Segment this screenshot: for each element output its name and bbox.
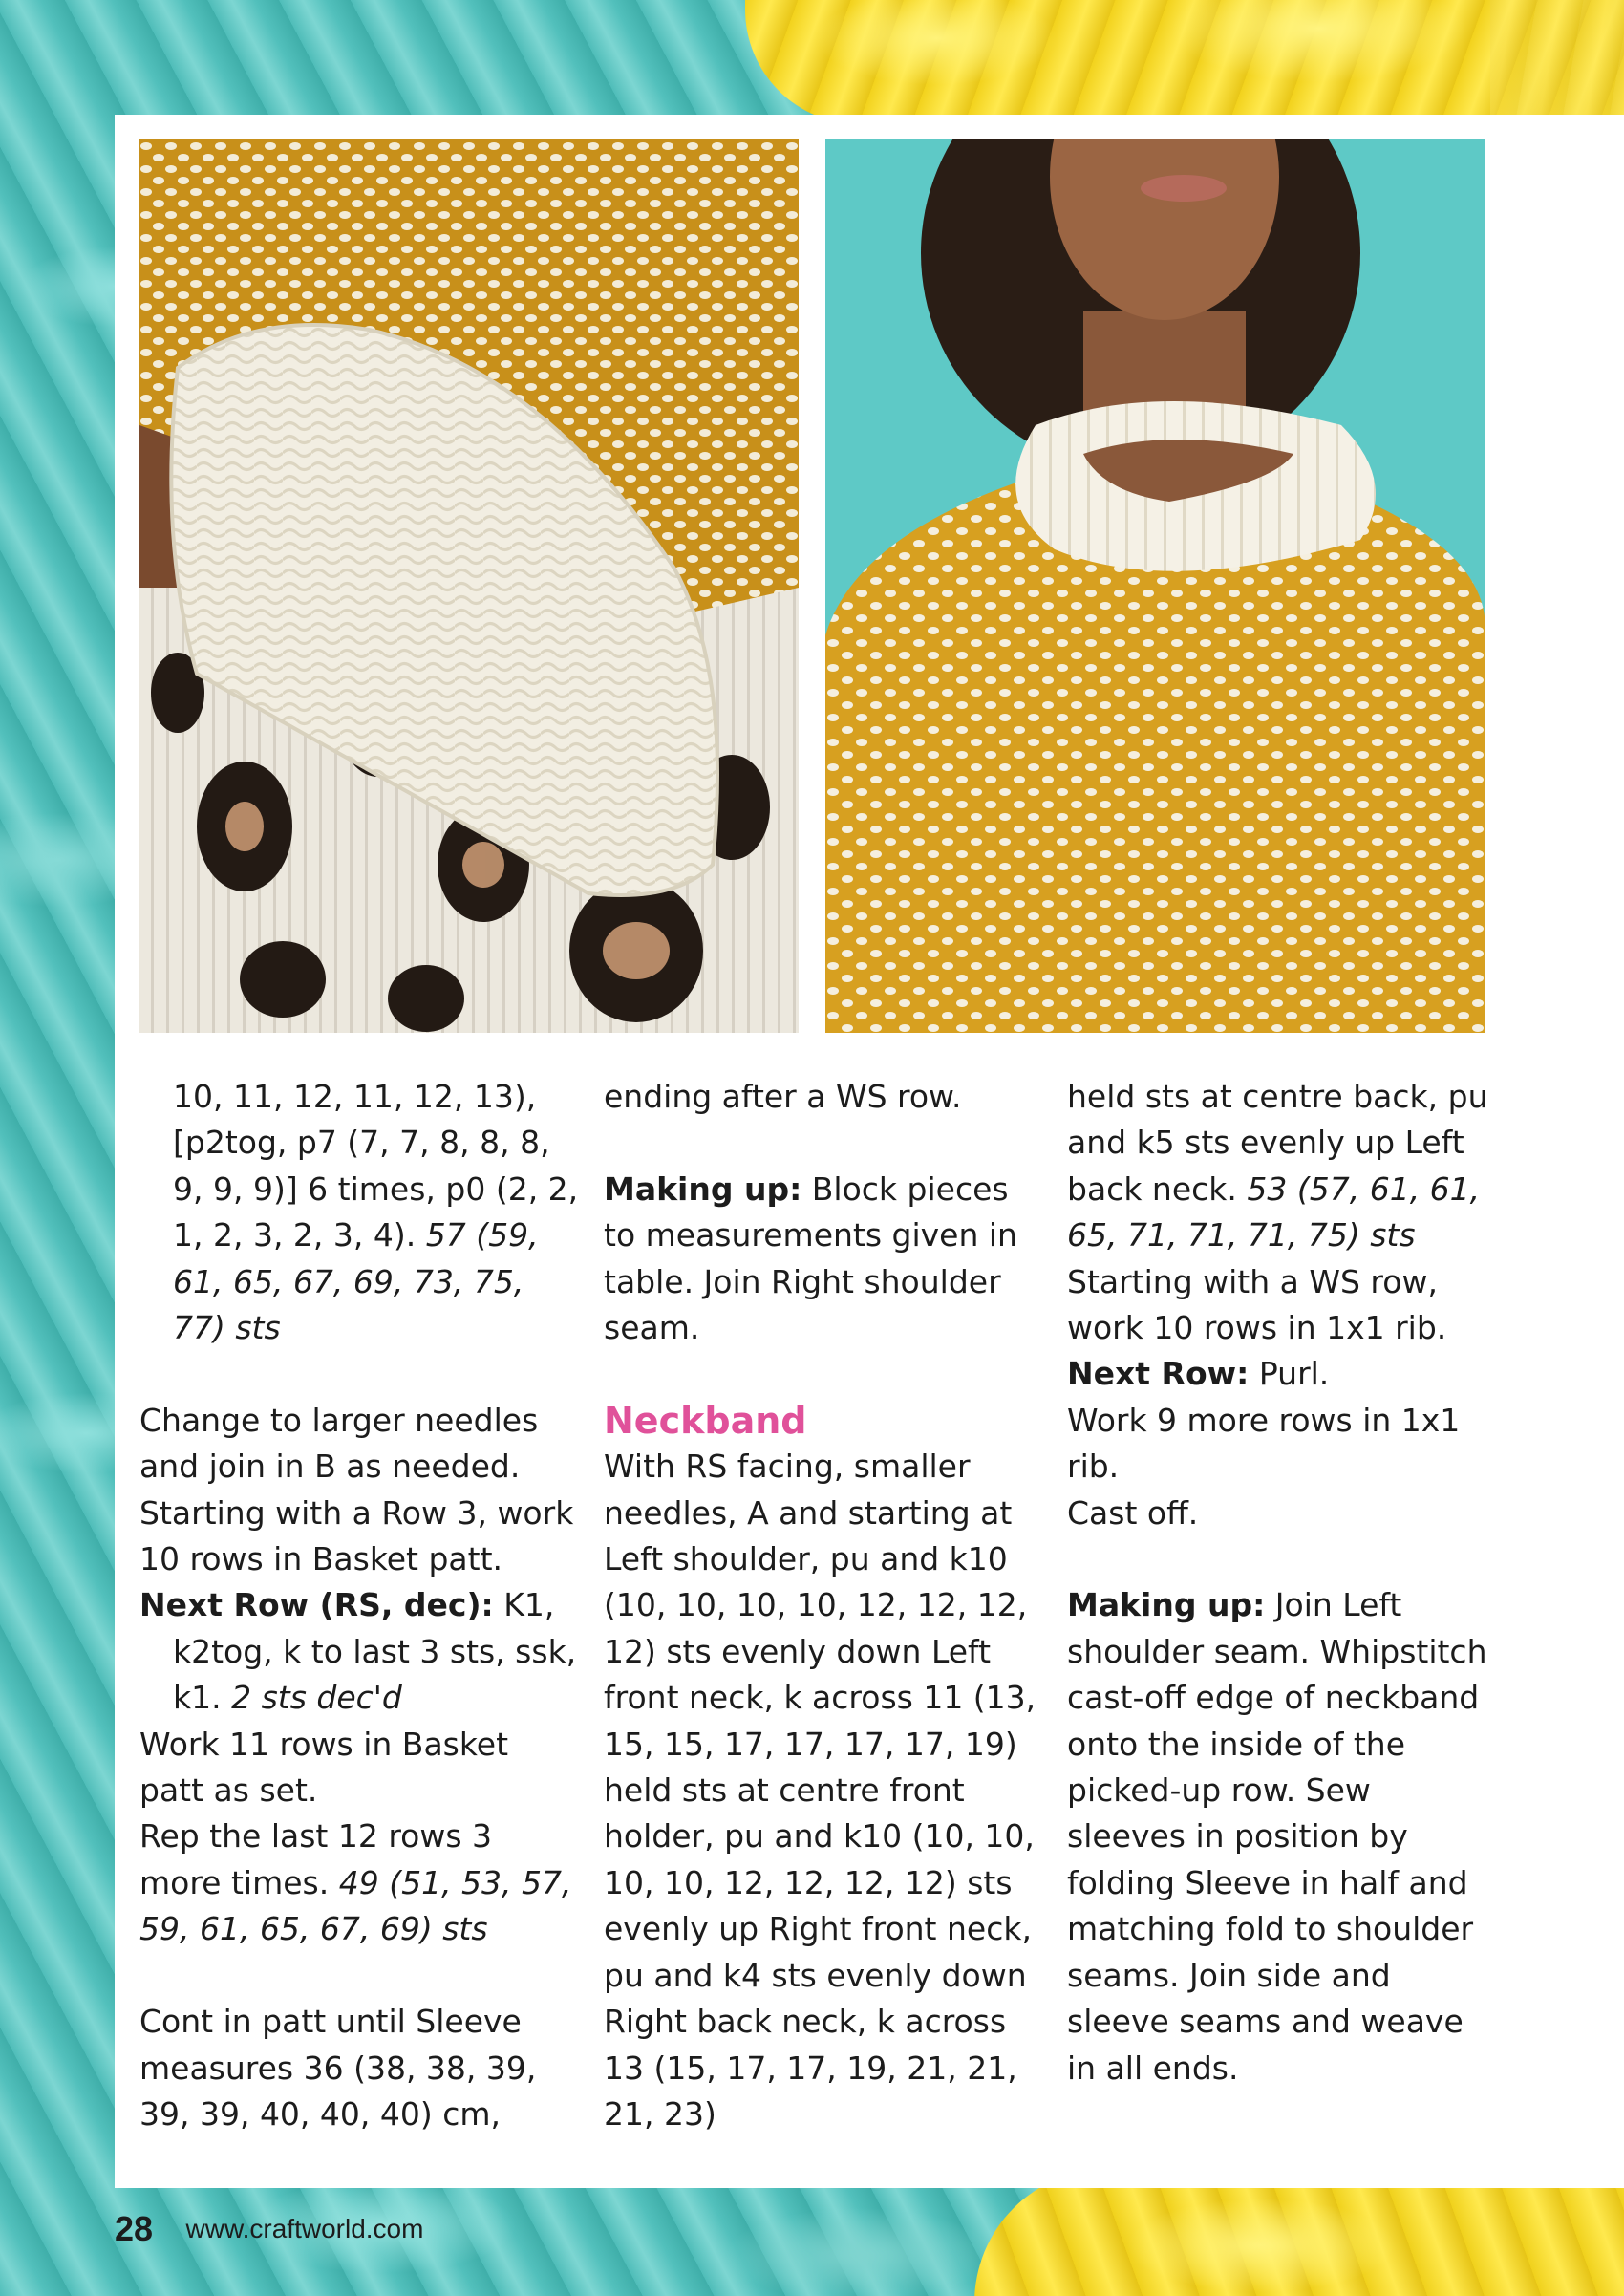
pattern-column-3 <box>1067 1074 1497 2092</box>
pattern-column-2 <box>604 1074 1043 2137</box>
cast-off-text: Cast off. <box>1067 1493 1199 1532</box>
making-up-text: Making up: Block pieces to measurements given in table. Join Right shoulder seam. <box>604 1169 1017 1347</box>
more-rows-text: Work 9 more rows in 1x1 rib. <box>1067 1401 1461 1486</box>
sleeve-length-text: Cont in patt until Sleeve measures 36 (38, 38, 39, 39, 39, 40, 40, 40) cm, <box>139 2003 537 2133</box>
sleeve-decrease-text: 10, 11, 12, 11, 12, 13), [p2tog, p7 (7, 7, 8, 8, 8, 9, 9, 9)] 6 times, p0 (2, 2, 1, 2, 3, 2, 3, 4). 57 (59, 61, 65, 67, 69, 73, 75, 77) sts <box>173 1078 579 1347</box>
repeat-rows-text: Rep the last 12 rows 3 more times. 49 (51, 53, 57, 59, 61, 65, 67, 69) sts <box>139 1817 572 1948</box>
neckband-text: With RS facing, smaller needles, A and starting at Left shoulder, pu and k10 (10, 10, 10, 10, 12, 12, 12, 12) sts evenly down Left front neck, k across 11 (13, 15, 15, 17, 17, 17, 17, 19) held sts at centre front holder, pu and k10 (10, 10, 10, 10, 12, 12, 12, 12) sts evenly up Right front neck, pu and k4 sts evenly down Right back neck, k across 13 (15, 17, 17, 19, 21, 21, 21, 23) <box>604 1448 1036 2133</box>
page-number: 28 <box>115 2209 154 2248</box>
work-rows-text: Work 11 rows in Basket patt as set. <box>139 1725 509 1810</box>
ending-text: ending after a WS row. <box>604 1078 962 1115</box>
website-link[interactable]: www.craftworld.com <box>185 2214 424 2243</box>
neckband-heading: Neckband <box>604 1399 807 1442</box>
held-sts-text: held sts at centre back, pu and k5 sts evenly up Left back neck. 53 (57, 61, 61, 65, 71, 71, 71, 75) sts <box>1067 1078 1488 1255</box>
rib-rows-text: Starting with a WS row, work 10 rows in 1x1 rib. <box>1067 1262 1447 1347</box>
page-footer <box>115 2209 423 2249</box>
next-row-dec-text: Next Row (RS, dec): K1, k2tog, k to last 3 sts, ssk, k1. 2 sts dec'd <box>139 1586 577 1717</box>
next-row-purl-text: Next Row: Purl. <box>1067 1355 1330 1393</box>
pattern-column-1 <box>139 1074 579 2137</box>
change-needles-text: Change to larger needles and join in B as needed. Starting with a Row 3, work 10 rows in Basket patt. <box>139 1401 574 1578</box>
model-photo <box>825 139 1485 1033</box>
sleeve-photo <box>139 139 799 1033</box>
final-making-up-text: Making up: Join Left shoulder seam. Whipstitch cast-off edge of neckband onto the inside of the picked-up row. Sew sleeves in position by folding Sleeve in half and matching fold to shoulder seams. Join side and sleeve seams and weave in all ends. <box>1067 1586 1487 2087</box>
